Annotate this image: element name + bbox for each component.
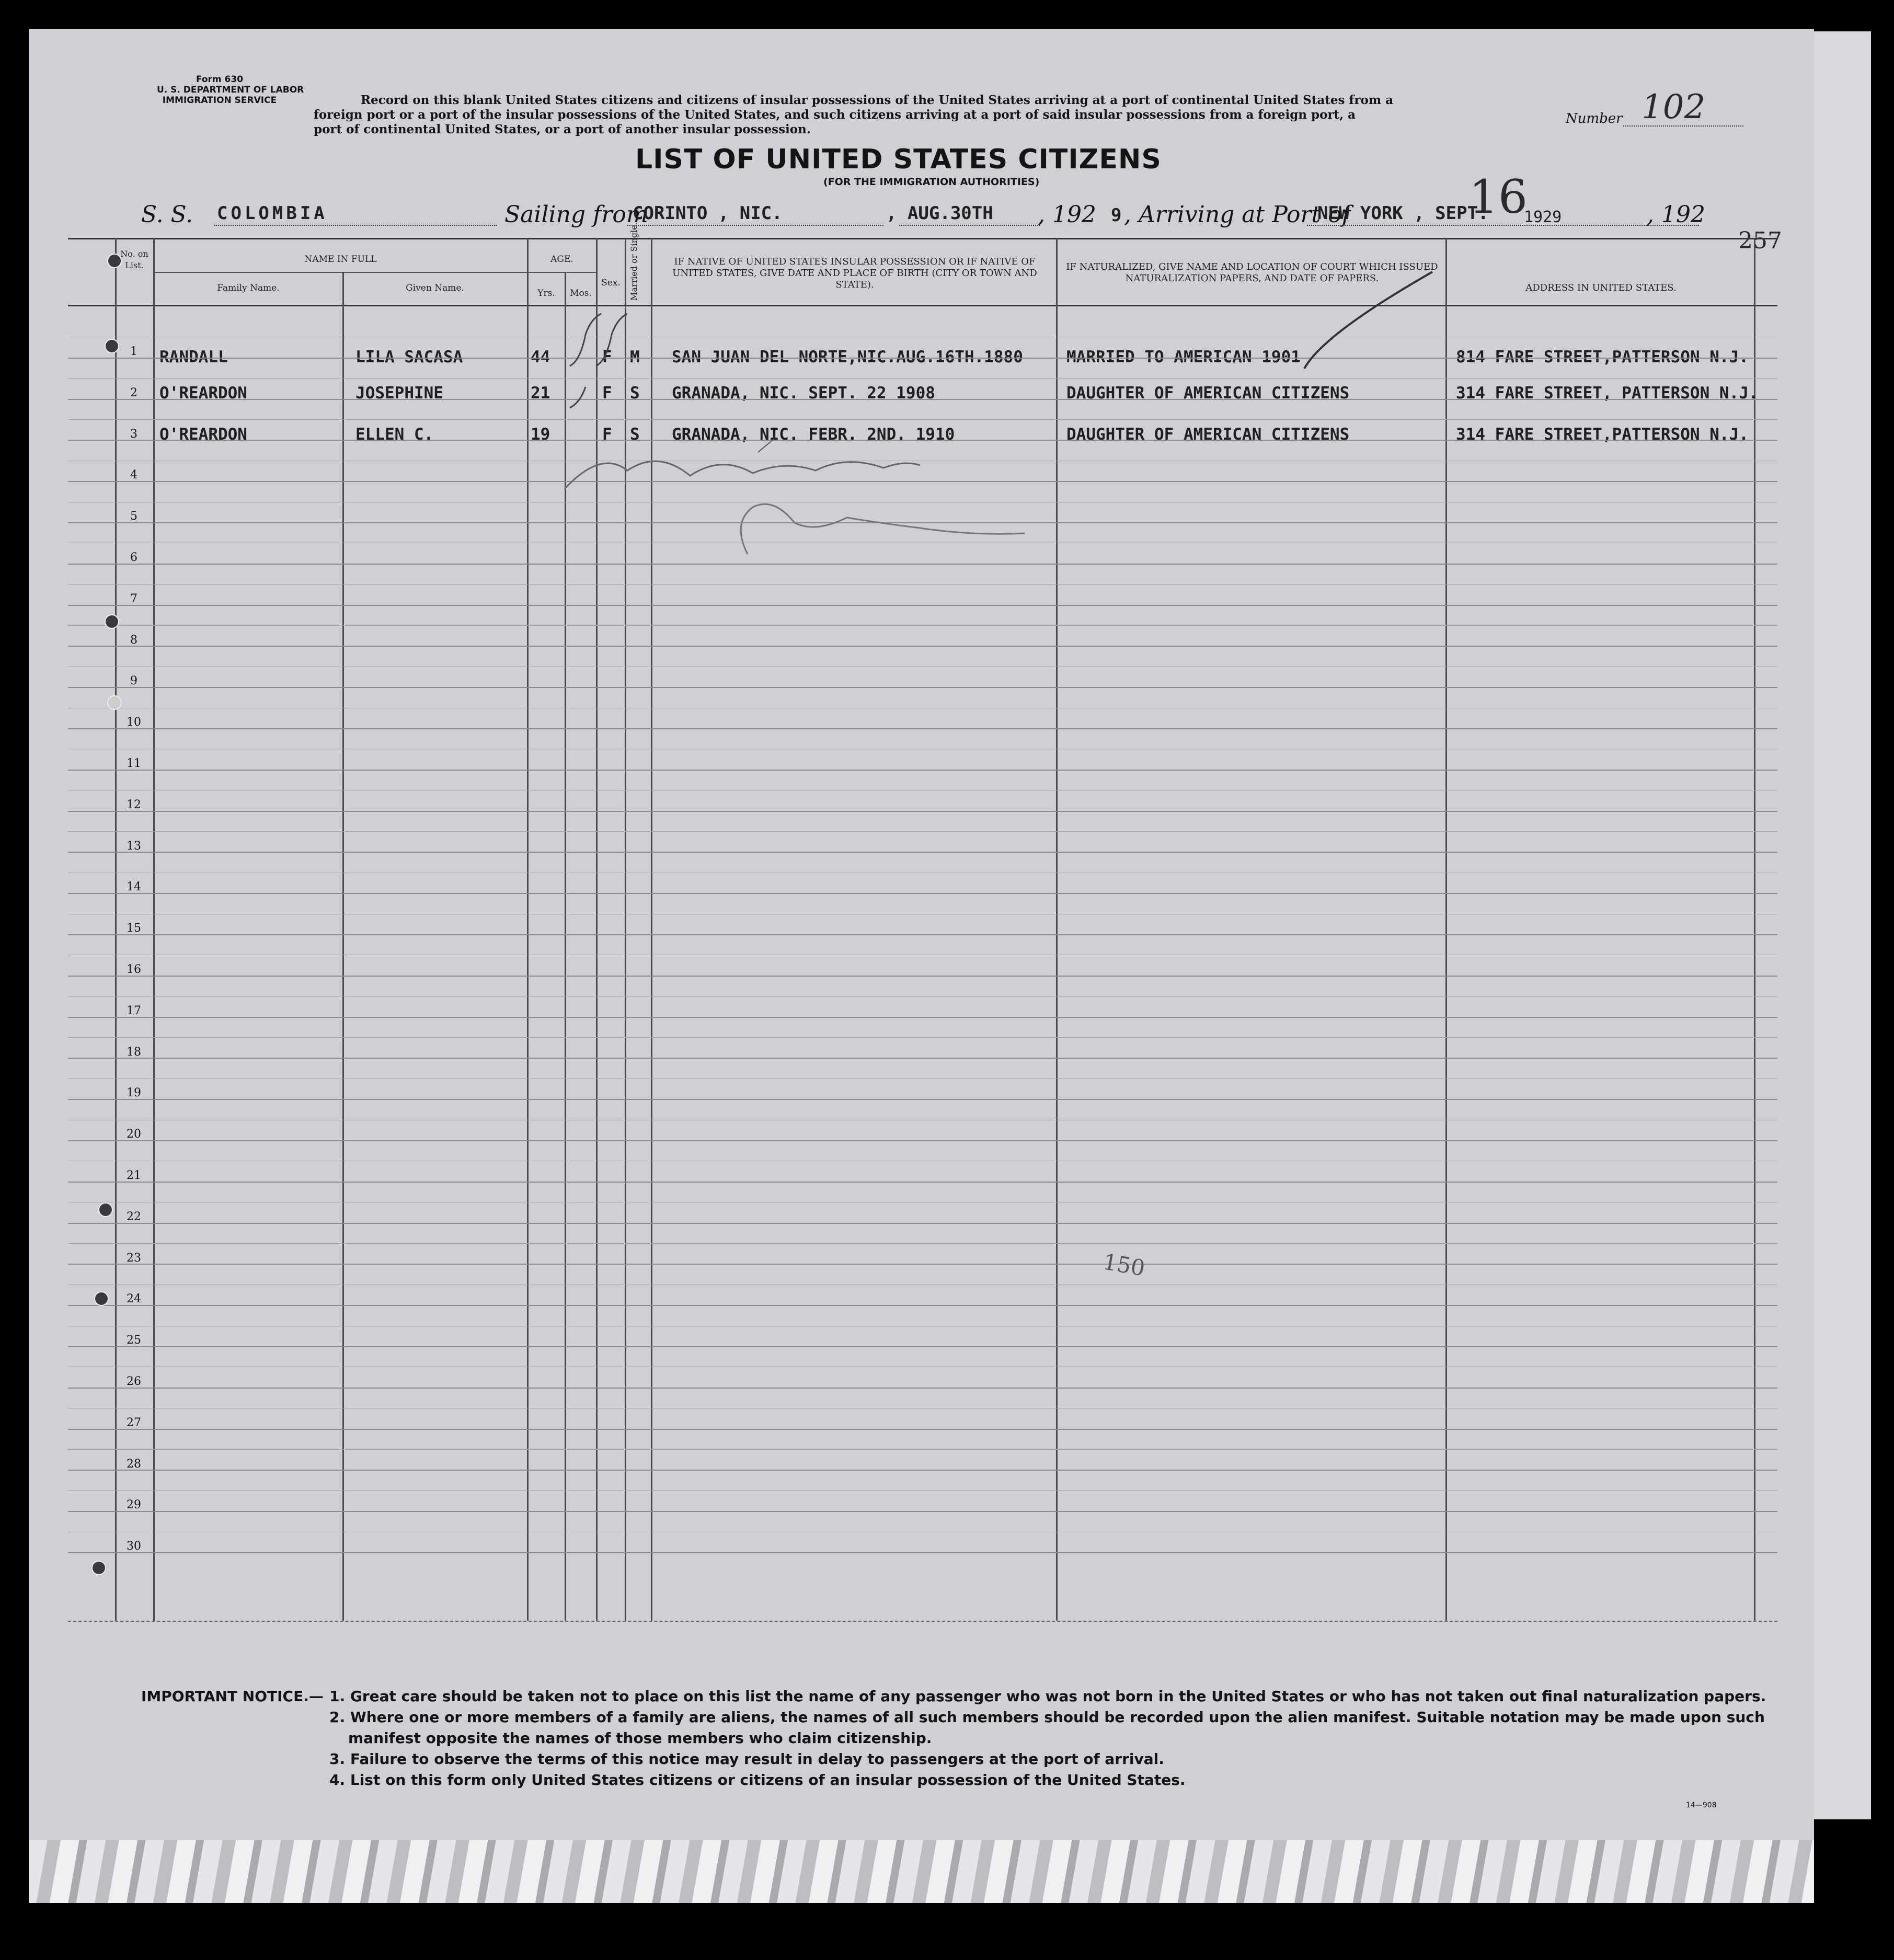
form-number: Form 630 xyxy=(196,74,244,85)
cell-nat: DAUGHTER OF AMERICAN CITIZENS xyxy=(1066,425,1350,444)
cell-addr: 814 FARE STREET,PATTERSON N.J. xyxy=(1456,348,1749,366)
row-number: 2 xyxy=(130,386,137,399)
row-number: 18 xyxy=(127,1045,141,1059)
service: IMMIGRATION SERVICE xyxy=(162,95,277,106)
cell-sex: F xyxy=(602,425,612,444)
naturalized-check xyxy=(1304,272,1432,369)
cell-family: O'REARDON xyxy=(159,425,247,444)
col-header-address: ADDRESS IN UNITED STATES. xyxy=(1525,282,1677,293)
arrival-year: 1929 xyxy=(1524,208,1562,226)
cell-ms: S xyxy=(630,425,640,444)
row-number: 14 xyxy=(127,880,141,894)
cell-family: RANDALL xyxy=(159,348,228,366)
col-header-sex: Sex. xyxy=(601,278,621,288)
cell-yrs: 21 xyxy=(531,383,550,403)
col-header-mos: Mos. xyxy=(570,288,592,299)
cell-addr: 314 FARE STREET, PATTERSON N.J. xyxy=(1456,383,1759,403)
row-number: 27 xyxy=(127,1416,141,1429)
notice-item-2b: manifest opposite the names of those members who claim citizenship. xyxy=(348,1729,932,1747)
page-title: LIST OF UNITED STATES CITIZENS xyxy=(635,144,1162,175)
cell-birth: GRANADA, NIC. FEBR. 2ND. 1910 xyxy=(672,425,955,444)
row-number: 5 xyxy=(130,510,137,523)
row-number: 20 xyxy=(127,1128,141,1141)
year-prefix-2: , 192 xyxy=(1647,201,1705,228)
row-number: 4 xyxy=(130,468,137,482)
form-code: 14—908 xyxy=(1686,1801,1717,1809)
row-number: 26 xyxy=(127,1375,141,1388)
binder-hole-5 xyxy=(98,1202,113,1217)
corner-number: 257 xyxy=(1738,227,1782,254)
row-number: 25 xyxy=(127,1334,141,1347)
row-number: 12 xyxy=(127,798,141,811)
binder-hole-3 xyxy=(105,614,119,629)
row-number: 9 xyxy=(130,674,137,688)
binder-hole-1 xyxy=(107,254,122,268)
notice-item-4: 4. List on this form only United States citizens or citizens of an insular possession of the United States. xyxy=(329,1771,1186,1789)
binder-hole-6 xyxy=(94,1291,109,1306)
notice-item-3: 3. Failure to observe the terms of this notice may result in delay to passengers at the port of arrival. xyxy=(329,1750,1164,1768)
notice-item-1: 1. Great care should be taken not to place on this list the name of any passenger who was not born in the United States or who has not taken out final naturalization papers. xyxy=(329,1688,1766,1705)
binder-hole-7 xyxy=(91,1561,106,1575)
cell-family: O'REARDON xyxy=(159,383,247,403)
cell-given: LILA SACASA xyxy=(355,348,463,366)
row-number: 8 xyxy=(130,633,137,647)
cell-birth: GRANADA, NIC. SEPT. 22 1908 xyxy=(672,383,935,403)
binder-hole-2 xyxy=(105,339,119,353)
record-line-2: foreign port or a port of the insular possessions of the United States, and such citizens arriving at a port of said insular possessions from a foreign port, a xyxy=(314,108,1356,122)
col-header-no: No. on List. xyxy=(120,249,148,270)
cell-yrs: 44 xyxy=(531,348,550,366)
year-prefix-1: , 192 xyxy=(1038,201,1096,228)
row-number: 16 xyxy=(127,963,141,976)
row-number: 7 xyxy=(130,592,137,605)
arrival-day: 16 xyxy=(1469,170,1528,224)
page-subtitle: (FOR THE IMMIGRATION AUTHORITIES) xyxy=(823,176,1040,188)
check-mark-3 xyxy=(570,387,586,408)
col-header-name-in-full: NAME IN FULL xyxy=(304,254,377,265)
col-header-yrs: Yrs. xyxy=(537,288,555,299)
row-number: 11 xyxy=(127,757,141,770)
row-number: 10 xyxy=(127,716,141,729)
ss-label: S. S. xyxy=(141,201,193,228)
row-number: 28 xyxy=(127,1457,141,1471)
check-mark-2 xyxy=(596,314,627,366)
check-mark-1 xyxy=(570,314,601,366)
col-header-married: Married or Single. xyxy=(629,222,639,301)
notice-items xyxy=(329,1686,1766,1791)
number-label: Number xyxy=(1566,111,1623,127)
col-header-age: AGE. xyxy=(550,254,573,265)
number-value: 102 xyxy=(1642,88,1706,127)
sailing-label: Sailing from xyxy=(504,201,648,228)
row-number: 6 xyxy=(130,551,137,564)
notice-item-2a: 2. Where one or more members of a family are aliens, the names of all such members should be recorded upon the alien manifest. Suitable notation may be made upon such xyxy=(329,1709,1765,1726)
binder-hole-4 xyxy=(107,695,122,710)
ship-name: COLOMBIA xyxy=(217,203,328,224)
cell-addr: 314 FARE STREET,PATTERSON N.J. xyxy=(1456,425,1749,444)
cell-yrs: 19 xyxy=(531,425,550,444)
arriving-label: , Arriving at Port of xyxy=(1124,201,1350,228)
notice-heading: IMPORTANT NOTICE.— xyxy=(141,1688,324,1705)
row-number: 13 xyxy=(127,839,141,853)
year-digit: 9 xyxy=(1111,205,1122,226)
cell-given: ELLEN C. xyxy=(355,425,434,444)
row-number: 23 xyxy=(127,1251,141,1265)
row-number: 17 xyxy=(127,1004,141,1017)
cell-ms: M xyxy=(630,348,640,366)
cell-nat: MARRIED TO AMERICAN 1901 xyxy=(1066,348,1301,366)
department: U. S. DEPARTMENT OF LABOR xyxy=(157,85,304,95)
cell-ms: S xyxy=(630,383,640,403)
row-number: 30 xyxy=(127,1540,141,1553)
inspector-signature xyxy=(565,461,920,489)
pen-tick-ellen xyxy=(758,439,774,452)
row-number: 29 xyxy=(127,1498,141,1512)
record-line-1: Record on this blank United States citizens and citizens of insular possessions of the United States arriving at a port of continental United States from a xyxy=(361,93,1394,107)
stamp-number-150: 150 xyxy=(1101,1248,1147,1281)
row-number: 15 xyxy=(127,922,141,935)
col-header-family-name: Family Name. xyxy=(217,283,280,293)
record-line-3: port of continental United States, or a port of another insular possession. xyxy=(314,122,811,136)
row-number: 3 xyxy=(130,427,137,441)
col-header-birth: IF NATIVE OF UNITED STATES INSULAR POSSESSION OR IF NATIVE OF UNITED STATES, GIVE DATE AND PLACE OF BIRTH (CITY OR TOWN AND STATE). xyxy=(672,256,1037,290)
cell-birth: SAN JUAN DEL NORTE,NIC.AUG.16TH.1880 xyxy=(672,348,1023,366)
cell-sex: F xyxy=(602,348,612,366)
row-number: 22 xyxy=(127,1210,141,1223)
row-number: 1 xyxy=(130,345,137,358)
port-from: CORINTO , NIC. xyxy=(633,203,783,224)
port-to: NEW YORK , SEPT. xyxy=(1317,203,1489,224)
row-number: 19 xyxy=(127,1086,141,1100)
cell-given: JOSEPHINE xyxy=(355,383,443,403)
row-number: 21 xyxy=(127,1169,141,1182)
cell-nat: DAUGHTER OF AMERICAN CITIZENS xyxy=(1066,383,1350,403)
col-header-given-name: Given Name. xyxy=(406,283,464,293)
cell-sex: F xyxy=(602,383,612,403)
date-from: , AUG.30TH xyxy=(886,203,993,224)
inspector-title-signature xyxy=(741,504,1025,554)
row-number: 24 xyxy=(127,1292,141,1306)
col-header-naturalized: IF NATURALIZED, GIVE NAME AND LOCATION OF COURT WHICH ISSUED NATURALIZATION PAPERS, AND DATE OF PAPERS. xyxy=(1066,261,1438,284)
